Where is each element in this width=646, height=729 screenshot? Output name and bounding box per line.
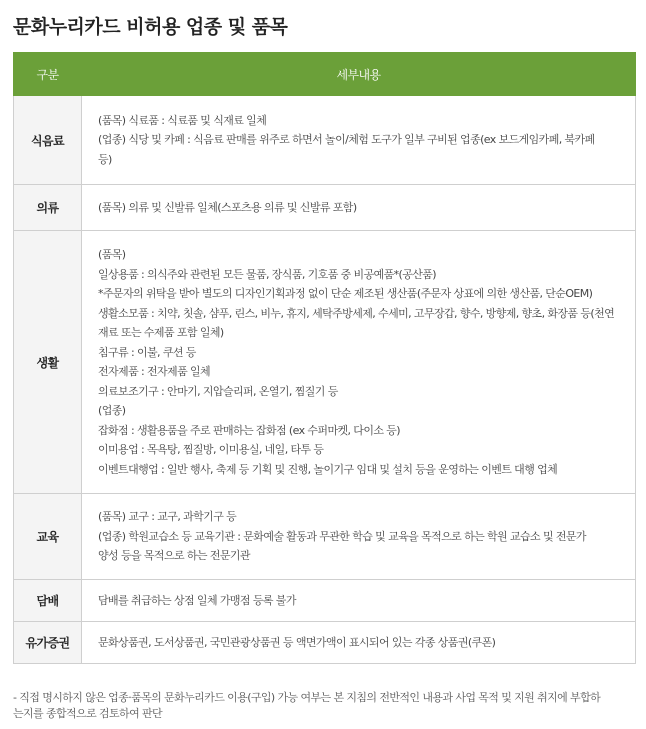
table-row-living xyxy=(14,231,636,494)
row-details xyxy=(82,622,636,664)
page-title: 문화누리카드 비허용 업종 및 품목 xyxy=(13,16,288,38)
row-details xyxy=(82,494,636,580)
detail-line: (품목) 의류 및 신발류 일체(스포츠용 의류 및 신발류 포함) xyxy=(98,200,357,214)
detail-line: (품목) 교구 : 교구, 과학기구 등 xyxy=(98,510,237,524)
detail-line: 문화상품권, 도서상품권, 국민관광상품권 등 액면가액이 표시되어 있는 각종 상품권(쿠폰) xyxy=(98,635,496,649)
row-category: 담배 xyxy=(14,580,82,622)
row-details xyxy=(82,96,636,185)
detail-line: 생활소모품 : 치약, 칫솔, 샴푸, 린스, 비누, 휴지, 세탁주방세제, 수세미, 고무장갑, 향수, 방향제, 향초, 화장품 등(천연 xyxy=(98,306,615,320)
detail-line: 등) xyxy=(98,152,112,166)
row-category: 생활 xyxy=(14,231,82,494)
footnote-line: - 직접 명시하지 않은 업종·품목의 문화누리카드 이용(구입) 가능 여부는 본 지침의 전반적인 내용과 사업 목적 및 지원 취지에 부합하 xyxy=(13,691,601,704)
detail-line: 양성 등을 목적으로 하는 전문기관 xyxy=(98,549,250,563)
table-row-tobacco xyxy=(14,580,636,622)
detail-line: 담배를 취급하는 상점 일체 가맹점 등록 불가 xyxy=(98,593,296,607)
table-header-row xyxy=(14,53,636,96)
row-category: 식음료 xyxy=(14,96,82,185)
table-row-education xyxy=(14,494,636,580)
header-details: 세부내용 xyxy=(82,53,636,96)
detail-line: 이미용업 : 목욕탕, 찜질방, 이미용실, 네일, 타투 등 xyxy=(98,443,324,456)
table-row-food-beverage xyxy=(14,96,636,185)
row-details xyxy=(82,185,636,231)
row-category: 유가증권 xyxy=(14,622,82,664)
row-details xyxy=(82,580,636,622)
detail-line: (업종) xyxy=(98,404,126,417)
table-row-securities xyxy=(14,622,636,664)
detail-line: 일상용품 : 의식주와 관련된 모든 물품, 장식품, 기호품 중 비공예품*(공산품) xyxy=(98,267,437,281)
table-row-clothing xyxy=(14,185,636,231)
detail-line: 잡화점 : 생활용품을 주로 판매하는 잡화점 (ex 수퍼마켓, 다이소 등) xyxy=(98,423,400,437)
detail-line: *주문자의 위탁을 받아 별도의 디자인기획과정 없이 단순 제조된 생산품(주문자 상표에 의한 생산품, 단순OEM) xyxy=(98,287,593,300)
row-details xyxy=(82,231,636,494)
detail-line: (업종) 학원교습소 등 교육기관 : 문화예술 활동과 무관한 학습 및 교육을 목적으로 하는 학원 교습소 및 전문가 xyxy=(98,529,586,543)
detail-line: 침구류 : 이불, 쿠션 등 xyxy=(98,345,196,359)
restricted-items-table xyxy=(13,52,636,664)
row-category: 교육 xyxy=(14,494,82,580)
header-category: 구분 xyxy=(14,53,82,96)
row-category: 의류 xyxy=(14,185,82,231)
detail-line: 재료 또는 수제품 포함 일체) xyxy=(98,326,224,339)
detail-line: (품목) xyxy=(98,248,126,261)
detail-line: (업종) 식당 및 카페 : 식음료 판매를 위주로 하면서 놀이/체험 도구가 일부 구비된 업종(ex 보드게임카페, 북카페 xyxy=(98,133,595,147)
footnote-line: 는지를 종합적으로 검토하여 판단 xyxy=(13,707,163,720)
detail-line: 전자제품 : 전자제품 일체 xyxy=(98,365,211,378)
detail-line: 이벤트대행업 : 일반 행사, 축제 등 기획 및 진행, 놀이기구 임대 및 설치 등을 운영하는 이벤트 대행 업체 xyxy=(98,462,558,476)
detail-line: (품목) 식료품 : 식료품 및 식재료 일체 xyxy=(98,113,267,127)
footnote xyxy=(13,690,635,722)
detail-line: 의료보조기구 : 안마기, 지압슬리퍼, 온열기, 찜질기 등 xyxy=(98,384,338,398)
